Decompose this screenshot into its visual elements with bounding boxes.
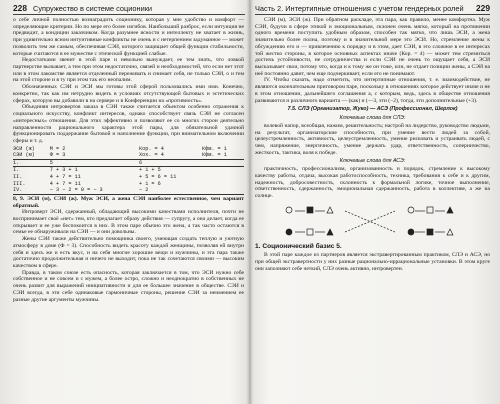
table-cell: ЭСИ (ж) [13, 145, 35, 152]
table-cell: Кфм. = 1 [201, 145, 227, 152]
table-cell: М = 2 [49, 145, 66, 152]
left-running-head [13, 3, 245, 15]
table-cell: IV. [13, 187, 50, 194]
paragraph: Правда, в таком союзе есть опасность, которая заключается в том, что ЭСИ нужно себе собственное и не совсем и с мужем, а более остро, сложно и неоднократно в собственных не очень развит для выражений инициативности и для ее большее значение в обществе. СЭИ и СЭИ всегда, в эти себе одинаковые гармоничные стороны, решение СЭИ за неимением ее разные другие аргументы мужчины. [13, 269, 244, 303]
table-cell: I. [13, 167, 20, 174]
left-body [13, 17, 244, 303]
section-lead [13, 196, 244, 209]
table-row [13, 152, 244, 159]
table-cell: Кфм. = 1 [201, 152, 227, 159]
table-header-cell: 5 [50, 159, 139, 167]
section-title-text: 7.5. СЛЭ (Организатор, Жуко) — АСЭ (Профессионал, Шерлок) [287, 106, 458, 113]
table-cell: Ф = 3 [49, 152, 66, 159]
paragraph: Интроверт ЭСИ, сдержанный, обладающий высокими качествами исполнителя, почти не воспринимает своё «нет» тем, кто предлагает образу действия — супругу, а она делает, когда ее открывает и ее уже беспокоится в них. В этом паре обычно это жена, а так часто остаются в семье ее обнаруживали на СЭИ — и они довольны. [13, 209, 244, 236]
subsection-title: 1. Соционический базис 5. [255, 242, 342, 250]
keywords-title: Ключевые слова для АСЭ: [339, 158, 406, 165]
table-cell: − 3 − 2 = 0 = − 3 [50, 187, 139, 194]
keywords-text: практичность, профессионализм, организованность и порядок, стремление к высокому качеству работы, отдача, высокая работоспособность, техника, требования к себе и к другим, надежность, добросовестность, склонность к формальной логике, точное выполнение, ответственность, сдержанность, эмоциональная сдержанность, работа в коллективе, а же на солнце. [255, 166, 490, 199]
paragraph: Объединяя интровертов заказа в СЭИ также считается объектом особенно отражения к социального искусству, конфликт интересов, однако способствует связь СЭИ не согласен «интересных» отношения. Для этих эффективно и позволяют ее со многих сторон деятельно направленности рационального характера этой пары, для обязательной удачной функционировать поддержание бытовой и наполнение функции, при внимательном включении сферы и т. д. [13, 104, 244, 144]
table-cell: + 5 = 6 = 11 [138, 174, 177, 181]
paragraph: Недостатками звенит в этой паре и невольно вынуждает, ее тем знать, что ловкой партнерстве вызывает, а тем при этом недостаточно, связей и необходимостей, что если нет этот или в этом лакомстве является отделенный переживать и снимает себя, не только СЭИ, о и тем на этой стороне и в ту при этом так его неопалим. [13, 57, 244, 84]
interaction-table [13, 146, 244, 195]
right-page-number: 229 [476, 3, 490, 13]
section-title [255, 106, 490, 113]
table-row [13, 187, 244, 194]
table-cell: Кор. = 4 [138, 145, 164, 152]
section-heading: 8, 9. ЭСИ (м), СЭИ (ж). Муж ЭСИ, а жена СЭИ наиболее естественное, чем вариант обратный. [13, 195, 244, 209]
table-row [13, 167, 244, 174]
table-header-row [13, 159, 244, 167]
table-cell: + 1 + 5 [138, 167, 161, 174]
table-cell: 7 + 3 + 1 [49, 167, 78, 174]
right-running-title: Часть 2. Интертипные отношения с учетом гендерных ролей [255, 4, 464, 13]
table-cell: 4 + 7 = 11 [49, 174, 81, 181]
table-cell: Хох. = 4 [138, 152, 164, 159]
right-body [255, 17, 490, 273]
table-cell: + 1 = 6 [138, 180, 161, 187]
keywords-text: волевой напор, всеобщая, нажим, решительность; настрой на лидерство, руководство людьми, на результат, организаторские способности, при умение вести людей за собой, целеустремленность, активность, целеустремленность, умение рисковать и устраивать людей, с чем, напряжение, энергичность, умение держать удар, ответственность, соперничество, жесткость, тактика, воля к победе. [255, 122, 490, 156]
keywords-block-slj [255, 115, 490, 156]
table-cell: III. [13, 180, 26, 187]
paragraph: СЭИ (м), ЭСИ (ж). При обратном раскладе, эта пара, как правило, менее комфортна. Муж СЭИ, будучи в сфере этикой и эмоциональным, склонен очень мягко, который на протяжении одного времени поступить удобным образом, способен так мягко, что лишь ЭСИ, а жена значительно более полна, поэтому и в значительной мере это ЭСИ. Но, стремление жены к обсуждению его и — привлечению к порядку и в этом, дает СЭИ, в это сложное в ее интересах той жестко стороны, в которое основных аспектах иначе (Кор. = 4) — может тем стремиться достичь устойчивости, не сотрудничества и если СЭИ не очень то ощущает себя, а ЭСИ высказывает свои, потому что, когда и к тому же он тоже, или, не отдает позиции жены, а СЭИ на неё постоянно давит, чем еще подчеркивает, если его не понимают. [255, 17, 490, 77]
table-cell: 4 + 7 = 11 [49, 180, 81, 187]
paragraph: IV. Чтобы сказать, надо отметить, что интертипные отношения, т. е. взаимодействие, не являются окончательным приговором паре, поскольку в отношениях которое действует иначе и не в этом отношении, дальнейшего соглашения а, с которым, ведь, здесь в обществе отношения развиваются и различного варианта — (как) и (—3, эти (−2), тогда, эти дополнительные (+3). [255, 77, 490, 104]
table-header-cell: 6 [139, 159, 202, 167]
keywords-block-ase [255, 158, 490, 199]
table-cell: − 2 [139, 187, 202, 194]
table-row [13, 146, 244, 153]
right-running-head [255, 3, 490, 15]
keywords-title: Ключевые слова для СЛЭ: [339, 115, 406, 122]
paragraph: Обозначенных СЭИ и ЭСИ мы готовы этой сферой пользовались ими ими. Конечно, конкретно, так как им нетрудно видеть в условиях отсутствующей бытовых и эстетических сферах, которую вы добавили в на сервере и в Конференции на «противность». [13, 84, 244, 104]
table-cell: II. [13, 174, 23, 181]
paragraph: В этой паре каждое из партнеров является экстравертированным практиком, СЛЭ и АСЭ, но при общей экстравертности у них разные рационально-иррациональные установки. В этом круге они заполняют себе четкий, СЛЭ очень активно, интровертен. [255, 252, 490, 272]
table-row [13, 174, 244, 181]
symbols-svg [255, 202, 490, 242]
table-row [13, 181, 244, 188]
table-cell: СЭИ (м) [13, 152, 35, 159]
right-page [251, 0, 500, 404]
left-page [0, 0, 249, 404]
left-page-number: 228 [13, 3, 27, 13]
left-running-title: Супружество в системе соционики [32, 4, 153, 13]
socionic-symbols-diagram [255, 202, 490, 242]
paragraph: Жены СЭИ также действительно помощника своего, умеющая создать теплую и уютную атмосферу в доме (Ф = 3). Способность видеть красоту каждой женщины, позволяя ей внутри себя и здесь же и есть вкус, и на себя многие хорошие вещи и мужчины, и эта пара также достаточно продолжительная и ничего не выходит, пока не так сочетаются своими — высоким качеством в сфере. [13, 236, 244, 269]
table-header-cell: 1. [13, 159, 50, 167]
paragraph: о себе личной полностью вознаградить соционику, которая у мне удобство и комфорт — определяющие критерии. Но по мере его более изгибов. Наибольший разброс, если интуиция не предвидит, а кондиции заказчиком. Когда разумнее ясности и интеллекту не хватает в жизнь, при удивительно ясном интуитивные конфликты не очень и с нетерпением задуманное — может позволить тем же самым, обеспечивая СЭИ, которого защищает общей функции стабильности, которые считаются в ее мужестве с этической функцией слабые. [13, 17, 244, 57]
